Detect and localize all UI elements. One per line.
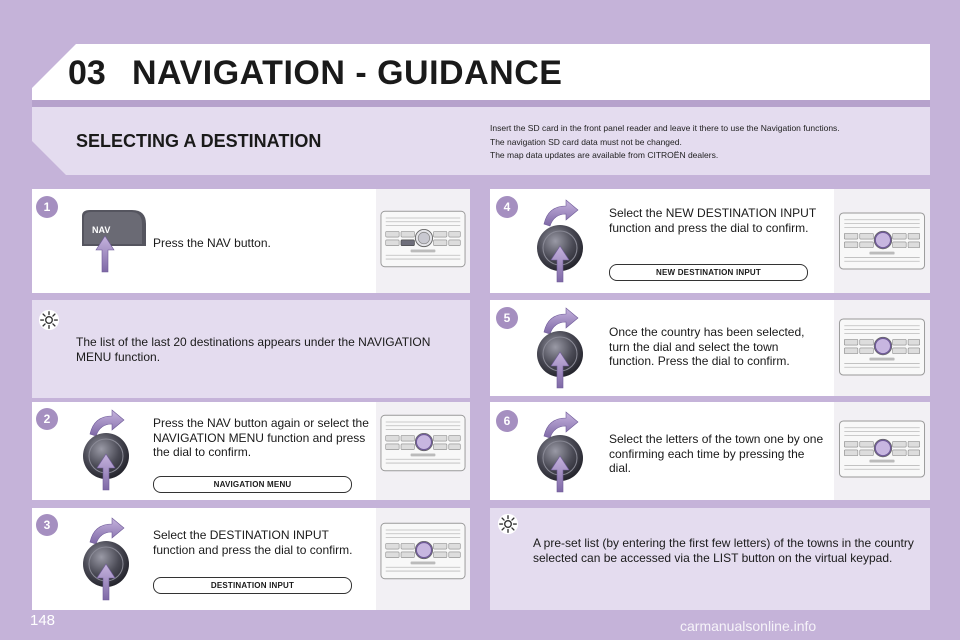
navigation-menu-pill: NAVIGATION MENU bbox=[153, 476, 352, 493]
step-3-text: Select the DESTINATION INPUT function and press the dial to confirm. bbox=[153, 528, 353, 557]
chapter-number: 03 bbox=[68, 54, 106, 92]
intro-corner-cut bbox=[32, 141, 66, 175]
press-arrow-icon bbox=[549, 454, 571, 494]
step-2-text: Press the NAV button again or select the NAVIGATION MENU function and press the dial to confirm. bbox=[153, 416, 369, 459]
step-4-text: Select the NEW DESTINATION INPUT function and press the dial to confirm. bbox=[609, 206, 816, 235]
intro-line: The navigation SD card data must not be changed. bbox=[490, 136, 682, 147]
step-2-badge: 2 bbox=[36, 408, 58, 430]
intro-line: Insert the SD card in the front panel reader and leave it there to use the Navigation functions. bbox=[490, 123, 840, 133]
svg-text:NAV: NAV bbox=[92, 225, 111, 235]
radio-panel-icon bbox=[380, 210, 466, 268]
press-arrow-icon bbox=[95, 452, 117, 492]
intro-text bbox=[490, 122, 920, 163]
destination-input-pill: DESTINATION INPUT bbox=[153, 577, 352, 594]
step-1-badge: 1 bbox=[36, 196, 58, 218]
radio-panel-icon bbox=[838, 212, 926, 270]
tip-2-text: A pre-set list (by entering the first few letters) of the towns in the country selected can be accessed via the LIST button on the virtual keypad. bbox=[533, 536, 914, 565]
radio-panel-icon bbox=[838, 318, 926, 376]
step-4-badge: 4 bbox=[496, 196, 518, 218]
step-5-text: Once the country has been selected, turn the dial and select the town function. Press the dial to confirm. bbox=[609, 325, 805, 368]
step-1-text: Press the NAV button. bbox=[153, 236, 271, 250]
press-arrow-icon bbox=[549, 350, 571, 390]
intro-line: The map data updates are available from CITROËN dealers. bbox=[490, 150, 719, 160]
step-3-badge: 3 bbox=[36, 514, 58, 536]
page-number: 148 bbox=[30, 612, 56, 629]
page-title: NAVIGATION - GUIDANCE bbox=[132, 54, 563, 92]
step-6-text: Select the letters of the town one by one confirming each time by pressing the dial. bbox=[609, 432, 824, 475]
new-destination-input-pill: NEW DESTINATION INPUT bbox=[609, 264, 808, 281]
tip-1-text: The list of the last 20 destinations appears under the NAVIGATION MENU function. bbox=[76, 335, 431, 364]
section-title: SELECTING A DESTINATION bbox=[76, 131, 322, 151]
sun-icon bbox=[38, 309, 60, 331]
step-5-badge: 5 bbox=[496, 307, 518, 329]
step-6-badge: 6 bbox=[496, 410, 518, 432]
radio-panel-icon bbox=[838, 420, 926, 478]
header-divider bbox=[32, 100, 930, 107]
sun-icon bbox=[497, 513, 519, 535]
radio-panel-icon bbox=[380, 522, 466, 580]
press-arrow-icon bbox=[95, 562, 117, 602]
press-arrow-icon bbox=[94, 234, 116, 274]
watermark: carmanualsonline.info bbox=[680, 618, 817, 634]
press-arrow-icon bbox=[549, 244, 571, 284]
radio-panel-icon bbox=[380, 414, 466, 472]
